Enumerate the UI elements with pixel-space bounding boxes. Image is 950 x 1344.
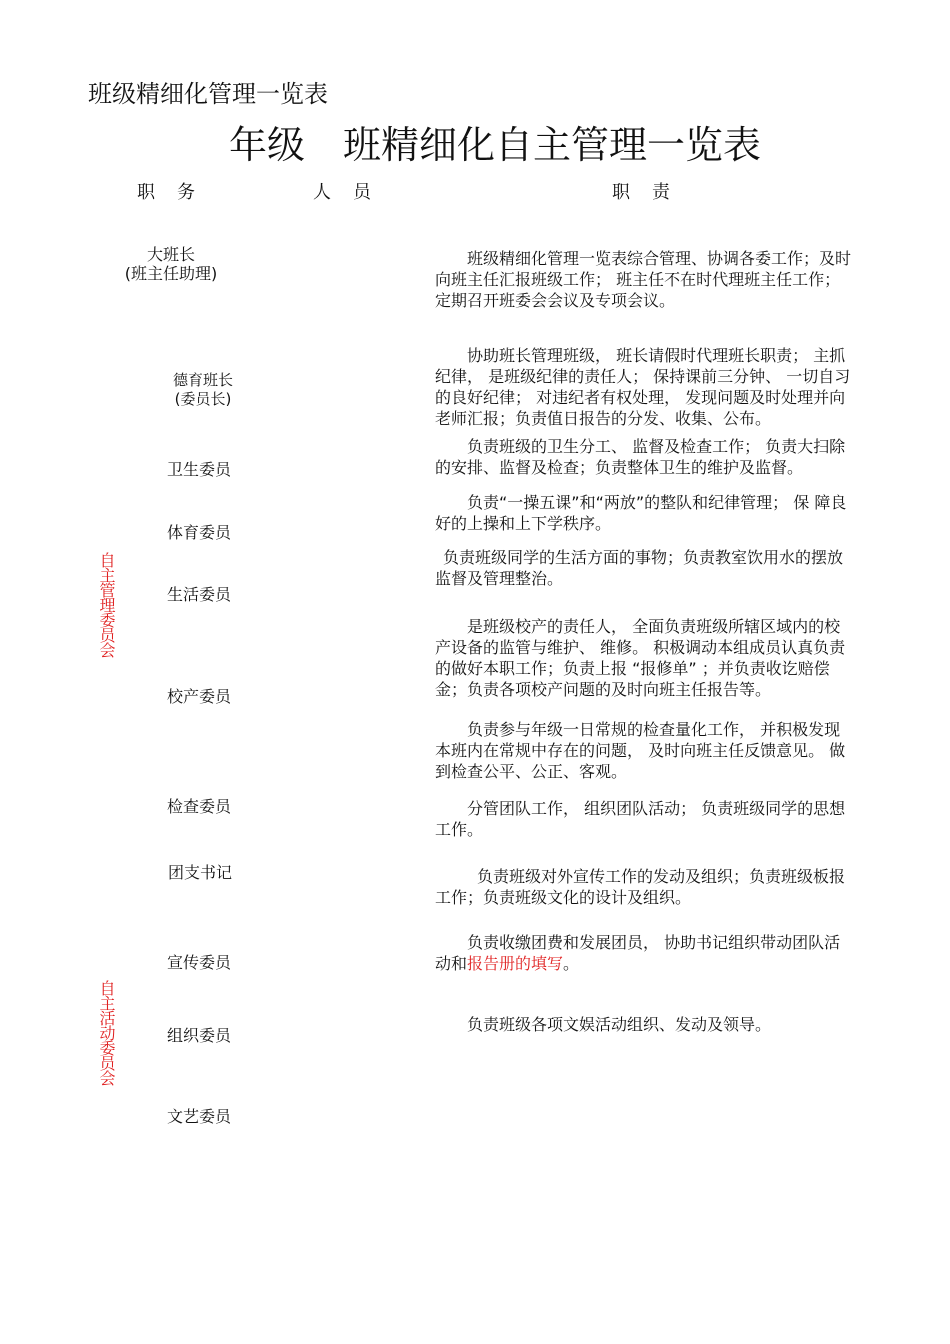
duty-hygiene-text: 负责班级的卫生分工、 监督及检查工作； 负责大扫除 的安排、监督及检查；负责整体卫生的维护及监督。 — [435, 437, 846, 477]
group-label-management: 自主管理委员会 — [97, 552, 116, 657]
role-publicity: 宣传委员 — [166, 953, 231, 972]
role-monitor — [71, 245, 271, 283]
role-inspection: 检查委员 — [166, 797, 231, 816]
duty-sports — [435, 492, 855, 534]
role-organization: 组织委员 — [166, 1026, 231, 1045]
duty-arts-text: 负责班级各项文娱活动组织、发动及领导。 — [467, 1015, 772, 1034]
duty-publicity-text: 负责班级对外宣传工作的发动及组织；负责班级板报工作；负责班级文化的设计及组织。 — [435, 867, 846, 907]
group-label-activity: 自主活动委员会 — [97, 980, 116, 1085]
role-moral — [103, 371, 303, 409]
duty-publicity — [435, 866, 855, 908]
duty-life — [435, 547, 855, 589]
duty-property — [435, 616, 855, 700]
role-moral-title: 德育班长 — [172, 371, 233, 389]
role-moral-subtitle: (委员长) — [174, 390, 232, 408]
document-title: 班级精细化管理一览表 — [88, 80, 328, 108]
header-personnel: 人 员 — [313, 182, 373, 203]
header-position: 职 务 — [137, 182, 197, 203]
role-hygiene: 卫生委员 — [166, 460, 231, 479]
duty-hygiene — [435, 436, 855, 478]
duty-inspection-text: 负责参与年级一日常规的检查量化工作， 并积极发现 本班内在常规中存在的问题， 及时向班主任反馈意见。 做 到检查公平、公正、客观。 — [435, 720, 846, 781]
duty-arts — [435, 1014, 855, 1035]
duty-organization-highlight: 报告册的填写 — [467, 954, 564, 973]
duty-property-text: 是班级校产的责任人， 全面负责班级所辖区域内的校 产设备的监管与维护、 维修。 积极调动本组成员认真负责 的做好本职工作；负责上报 “报修单” ；并负责收讫赔偿 金；负责各项校产问题的及时向班主任报告等。 — [435, 617, 846, 699]
duty-organization — [435, 932, 855, 974]
duty-moral — [435, 345, 855, 429]
role-monitor-subtitle: (班主任助理) — [124, 264, 218, 283]
role-property: 校产委员 — [166, 687, 231, 706]
duty-monitor-text: 班级精细化管理一览表综合管理、协调各委工作；及时向班主任汇报班级工作； 班主任不在时代理班主任工作；定期召开班委会会议及专项会议。 — [435, 249, 852, 310]
duty-sports-text: 负责“一操五课”和“两放”的整队和纪律管理； 保 障良好的上操和上下学秩序。 — [435, 493, 847, 533]
role-life: 生活委员 — [166, 585, 231, 604]
header-duty: 职 责 — [612, 182, 672, 203]
duty-organization-text-c: 。 — [563, 954, 580, 973]
duty-moral-text: 协助班长管理班级， 班长请假时代理班长职责； 主抓 纪律， 是班级纪律的责任人； 保持课前三分钟、 一切自习 的良好纪律； 对违纪者有权处理， 发现问题及时处理并向 老师汇报；负责值日报告的分发、收集、公布。 — [435, 346, 851, 428]
duty-monitor — [435, 248, 855, 311]
duty-organization-text-a: 负责收缴团费和发展团员， 协助书记组织带动团队活 动和 — [435, 933, 841, 973]
duty-inspection — [435, 719, 855, 782]
duty-league — [435, 798, 855, 840]
page-title: 年级 班精细化自主管理一览表 — [228, 123, 761, 167]
duty-life-text: 负责班级同学的生活方面的事物；负责教室饮用水的摆放监督及管理整治。 — [435, 548, 844, 588]
duty-league-text: 分管团队工作， 组织团队活动； 负责班级同学的思想 工作。 — [435, 799, 846, 839]
role-monitor-title: 大班长 — [146, 245, 195, 264]
role-arts: 文艺委员 — [166, 1107, 231, 1126]
role-sports: 体育委员 — [166, 523, 231, 542]
role-league: 团支书记 — [167, 863, 232, 882]
